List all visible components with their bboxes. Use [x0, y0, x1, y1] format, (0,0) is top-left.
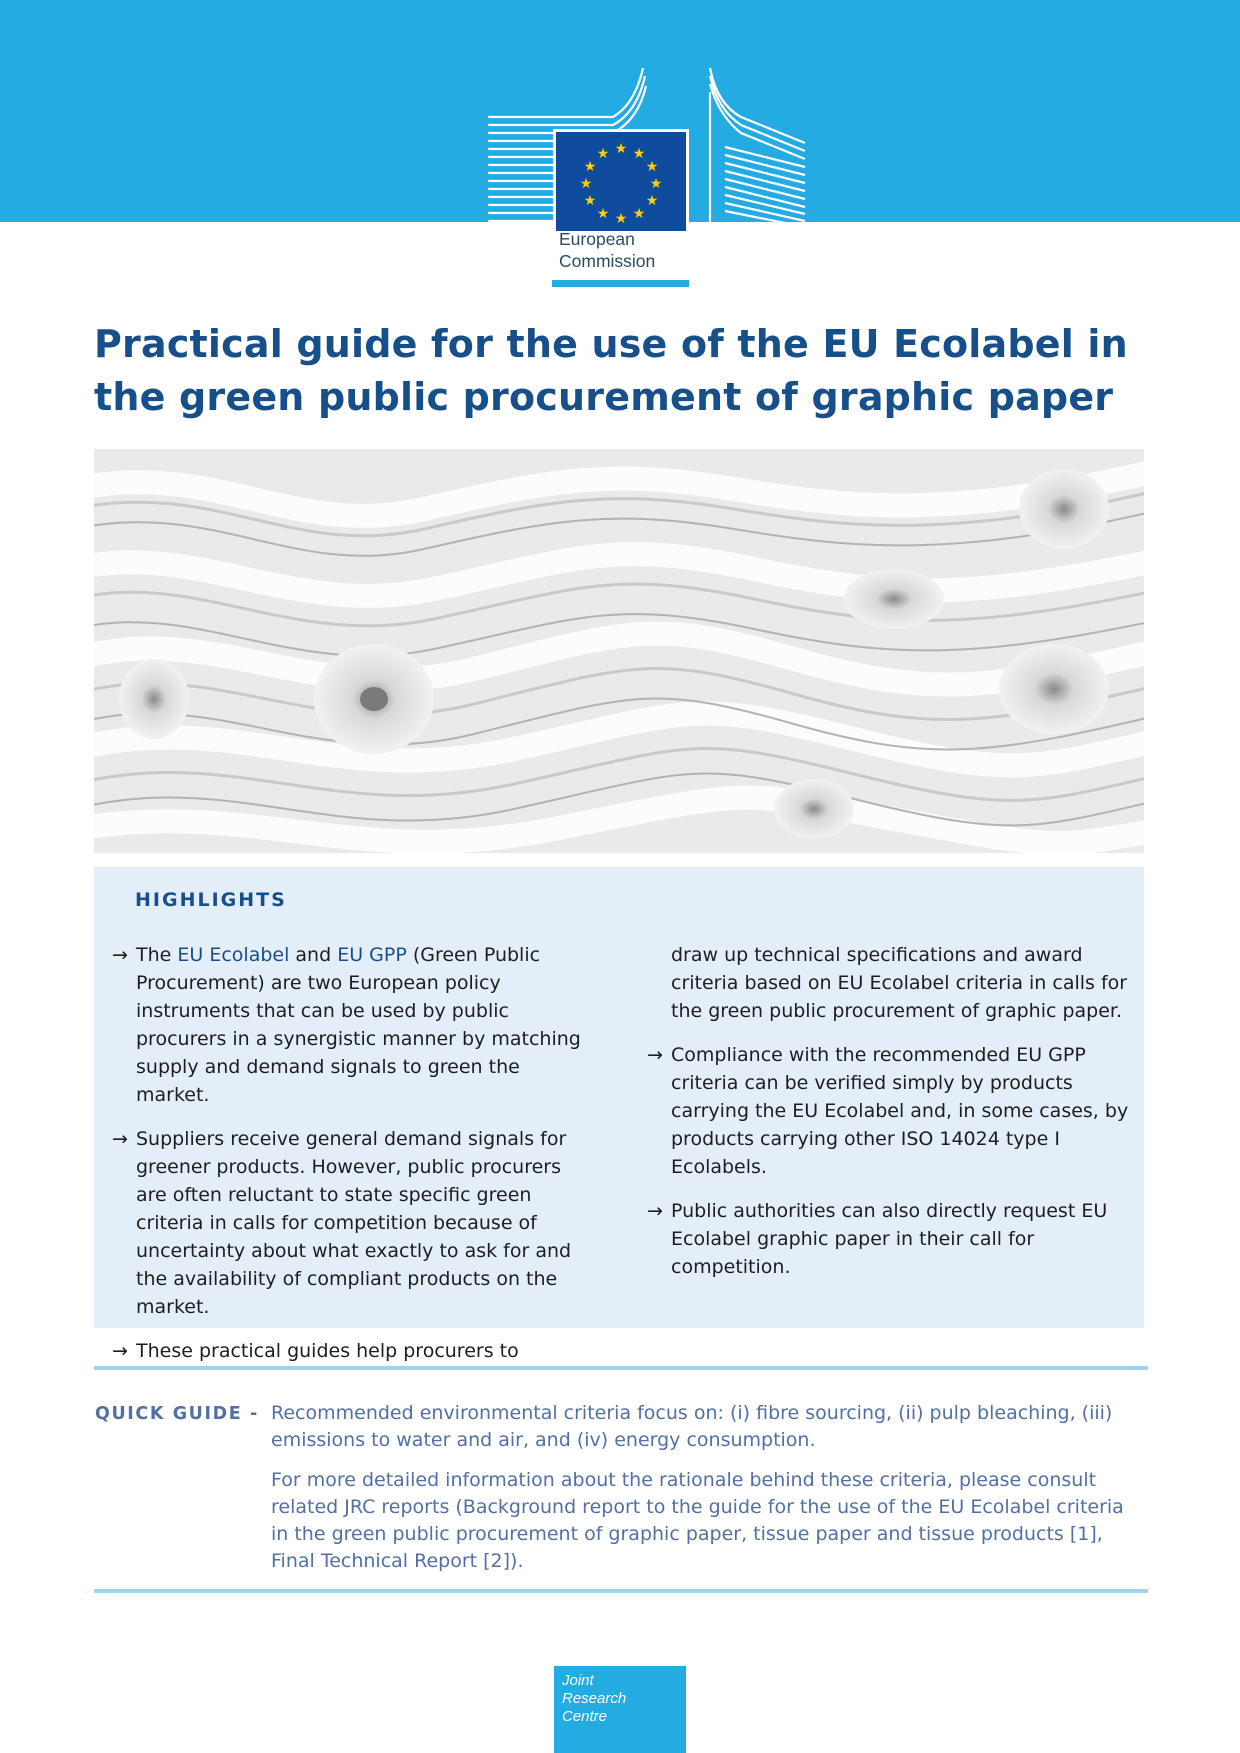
quick-guide-paragraph: For more detailed information about the rationale behind these criteria, please consult related JRC reports (Background report to the guide for the use of the EU Ecolabel criteria in the green public procurement of graphic paper, tissue paper and tissue products [1], Final Technical Report [2]).: [271, 1469, 1124, 1572]
highlight-item: → Suppliers receive general demand signals for greener products. However, public procurers are often reluctant to state specific green criteria in calls for competition because of uncertainty about what exactly to ask for and the availability of compliant products on the market.: [112, 1125, 587, 1321]
highlight-item: → Compliance with the recommended EU GPP criteria can be verified simply by products carrying the EU Ecolabel and, in some cases, by products carrying other ISO 14024 type I Ecolabels.: [647, 1041, 1129, 1181]
hero-image: [94, 449, 1144, 853]
jrc-logo: [554, 1666, 686, 1753]
arrow-icon: →: [112, 1340, 128, 1362]
svg-text:★: ★: [579, 176, 593, 192]
highlight-item: → These practical guides help procurers to: [112, 1337, 587, 1365]
svg-text:★: ★: [645, 193, 659, 209]
divider: [94, 1589, 1148, 1593]
svg-text:★: ★: [596, 146, 610, 162]
svg-text:★: ★: [614, 211, 628, 227]
organisation-name: European Commission: [559, 229, 656, 271]
svg-text:★: ★: [632, 206, 646, 222]
svg-text:★: ★: [632, 146, 646, 162]
jrc-name: Joint Research Centre: [562, 1672, 627, 1725]
commission-building-icon: [485, 64, 810, 234]
divider: [94, 1366, 1148, 1370]
highlights-heading: HIGHLIGHTS: [135, 889, 287, 911]
highlight-item: → The EU Ecolabel and EU GPP (Green Public Procurement) are two European policy instruments that can be used by public procurers in a synergistic manner by matching supply and demand signals to green the market.: [112, 941, 587, 1109]
eu-ecolabel-link[interactable]: EU Ecolabel: [177, 944, 290, 966]
arrow-icon: →: [647, 1044, 663, 1066]
svg-text:★: ★: [596, 206, 610, 222]
arrow-icon: →: [112, 1128, 128, 1150]
svg-text:★: ★: [614, 141, 628, 157]
arrow-icon: →: [647, 1200, 663, 1222]
quick-guide-label: QUICK GUIDE -: [95, 1404, 259, 1424]
svg-text:★: ★: [645, 159, 659, 175]
european-commission-logo: [485, 64, 810, 290]
eu-gpp-link[interactable]: EU GPP: [337, 944, 407, 966]
highlights-panel: [94, 867, 1144, 1362]
logo-underline: [552, 280, 689, 287]
svg-text:★: ★: [583, 193, 597, 209]
svg-text:★: ★: [583, 159, 597, 175]
highlight-item-continued: draw up technical specifications and award criteria based on EU Ecolabel criteria in calls for the green public procurement of graphic paper.: [671, 944, 1128, 1022]
highlights-right-column: [647, 941, 1129, 1297]
quick-guide-paragraph: Recommended environmental criteria focus on: (i) fibre sourcing, (ii) pulp bleaching, (iii) emissions to water and air, and (iv) energy consumption.: [271, 1402, 1113, 1451]
svg-text:★: ★: [649, 176, 663, 192]
page-title: Practical guide for the use of the EU Ecolabel in the green public procurement of graphic paper: [94, 322, 1128, 419]
arrow-icon: →: [112, 944, 128, 966]
highlights-left-column: [112, 941, 587, 1381]
highlight-item: → Public authorities can also directly request EU Ecolabel graphic paper in their call for competition.: [647, 1197, 1129, 1281]
